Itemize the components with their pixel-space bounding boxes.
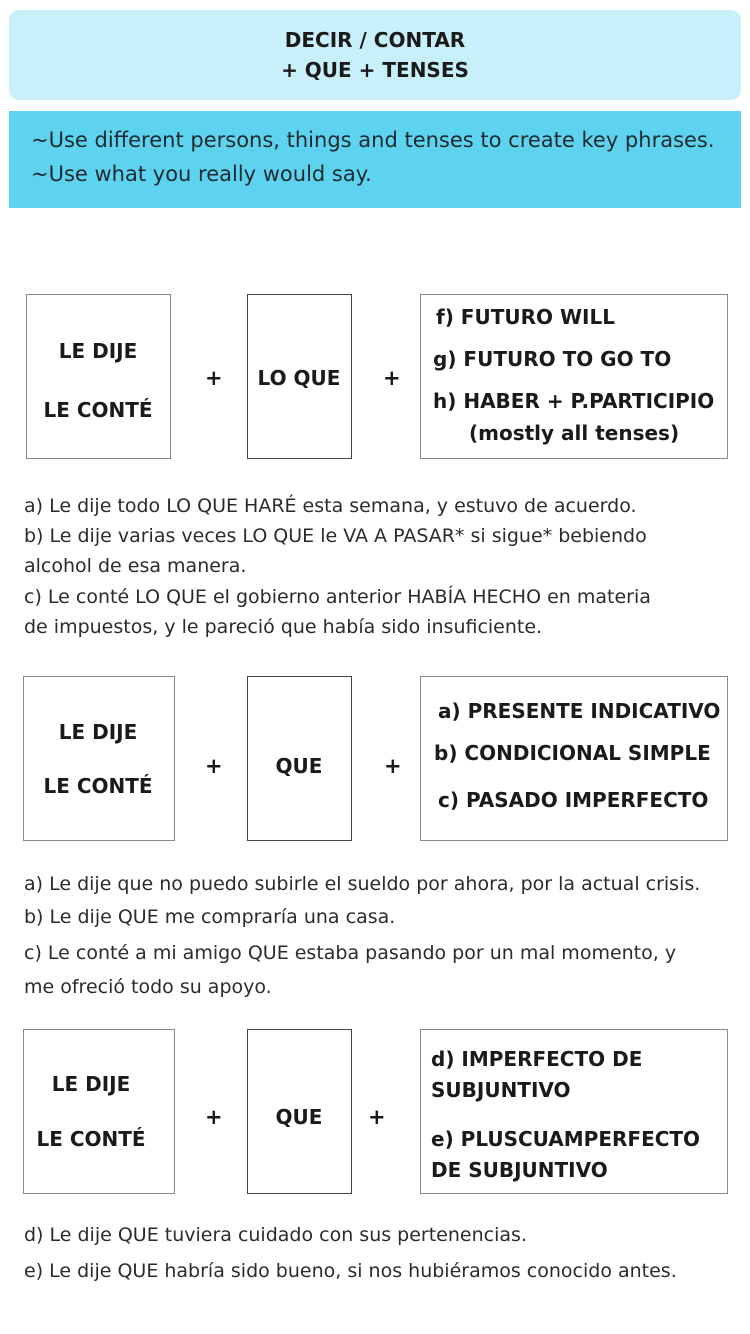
plus-sign: + [368,1105,386,1129]
instruction-line-2: ~Use what you really would say. [31,162,372,186]
verb-le-conte: LE CONTÉ [36,1127,146,1151]
verb-le-dije: LE DIJE [51,1072,131,1096]
plus-sign: + [384,754,402,778]
plus-sign: + [205,1105,223,1129]
example-sentence: de impuestos, y le pareció que había sido insuficiente. [24,616,543,638]
verb-le-conte: LE CONTÉ [43,398,153,422]
tense-item: a) PRESENTE INDICATIVO [438,699,721,723]
tense-note: (mostly all tenses) [469,421,680,445]
example-sentence: c) Le conté LO QUE el gobierno anterior HABÍA HECHO en materia [24,586,651,608]
instruction-line-1: ~Use different persons, things and tenses to create key phrases. [31,128,715,152]
tense-item: e) PLUSCUAMPERFECTO [431,1127,701,1151]
tense-item: f) FUTURO WILL [436,305,615,329]
tense-item: h) HABER + P.PARTICIPIO [433,389,715,413]
tense-item: d) IMPERFECTO DE [431,1047,643,1071]
example-sentence: d) Le dije QUE tuviera cuidado con sus pertenencias. [24,1224,527,1246]
example-sentence: alcohol de esa manera. [24,555,247,577]
verbs-box [23,1029,175,1194]
plus-sign: + [205,366,223,390]
title-line-1: DECIR / CONTAR [284,28,466,52]
connector-que: QUE [275,1105,323,1129]
tense-item: g) FUTURO TO GO TO [433,347,672,371]
title-line-2: + QUE + TENSES [281,58,469,82]
connector-que: QUE [275,754,323,778]
example-sentence: a) Le dije todo LO QUE HARÉ esta semana, y estuvo de acuerdo. [24,495,637,517]
tense-item: c) PASADO IMPERFECTO [438,788,709,812]
plus-sign: + [383,366,401,390]
verbs-box [26,294,171,459]
verb-le-conte: LE CONTÉ [43,774,153,798]
verbs-box [23,676,175,841]
title-card [9,10,741,100]
example-sentence: e) Le dije QUE habría sido bueno, si nos hubiéramos conocido antes. [24,1260,677,1282]
example-sentence: a) Le dije que no puedo subirle el sueldo por ahora, por la actual crisis. [24,873,701,895]
verb-le-dije: LE DIJE [58,339,138,363]
example-sentence: b) Le dije QUE me compraría una casa. [24,906,396,928]
example-sentence: c) Le conté a mi amigo QUE estaba pasando por un mal momento, y [24,942,677,964]
example-sentence: me ofreció todo su apoyo. [24,976,272,998]
plus-sign: + [205,754,223,778]
tense-item: DE SUBJUNTIVO [431,1158,608,1182]
verb-le-dije: LE DIJE [58,720,138,744]
example-sentence: b) Le dije varias veces LO QUE le VA A PASAR* si sigue* bebiendo [24,525,647,547]
tense-item: b) CONDICIONAL SIMPLE [434,741,711,765]
connector-lo-que: LO QUE [257,366,341,390]
instructions-panel [9,111,741,208]
tense-item: SUBJUNTIVO [431,1078,571,1102]
